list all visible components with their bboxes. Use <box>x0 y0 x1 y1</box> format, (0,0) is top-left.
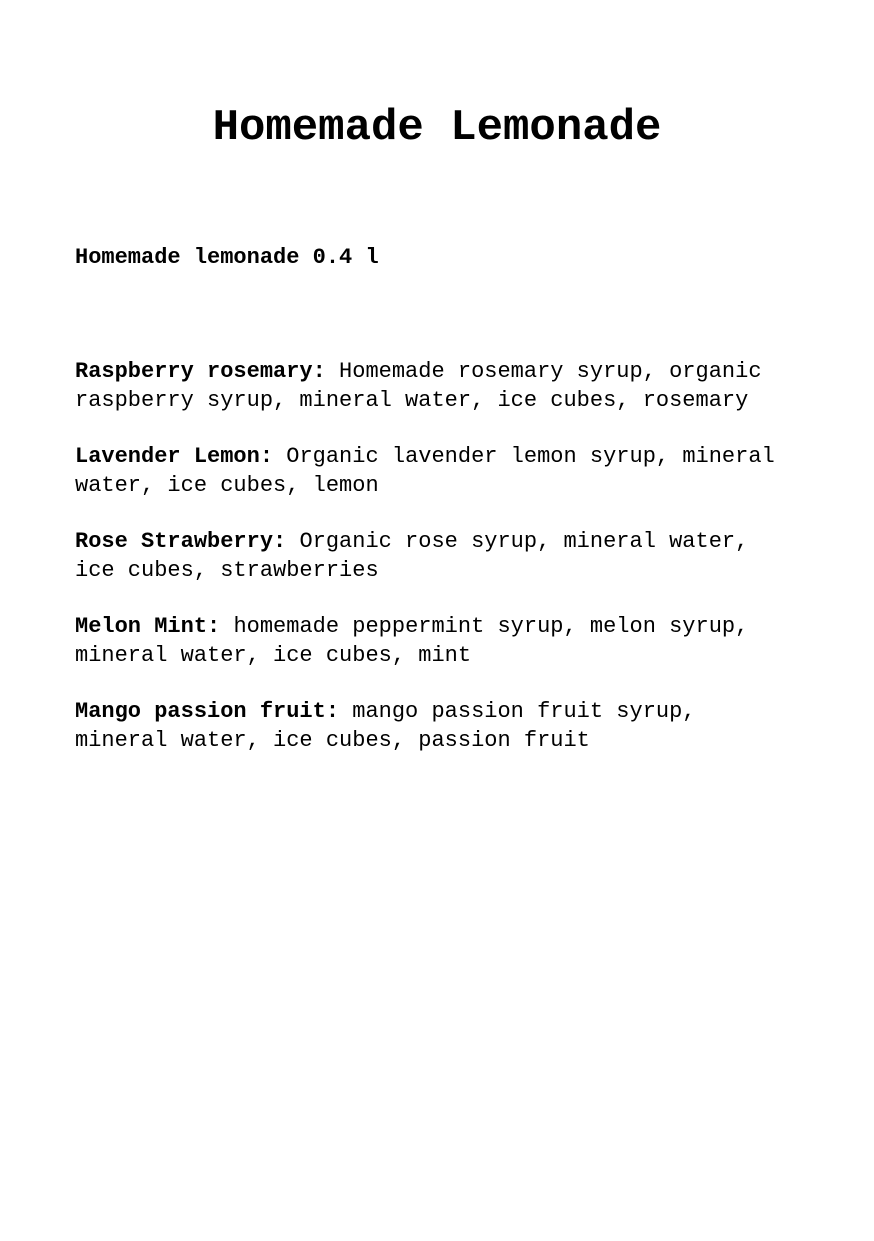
item-name: Raspberry rosemary: <box>75 359 326 384</box>
item-description: Organic lavender lemon syrup, mineral water, ice cubes, lemon <box>75 444 775 498</box>
item-name: Lavender Lemon: <box>75 444 274 469</box>
item-name: Melon Mint: <box>75 614 221 639</box>
item-name: Rose Strawberry: <box>75 529 287 554</box>
menu-item-rose-strawberry <box>75 528 795 585</box>
menu-item-raspberry-rosemary <box>75 358 795 415</box>
item-description: Organic rose syrup, mineral water, ice cubes, strawberries <box>75 529 749 583</box>
lemonade-list <box>75 358 795 783</box>
menu-subtitle: Homemade lemonade 0.4 l <box>75 245 379 270</box>
item-description: mango passion fruit syrup, mineral water, ice cubes, passion fruit <box>75 699 696 753</box>
menu-item-mango-passion-fruit <box>75 698 795 755</box>
item-name: Mango passion fruit: <box>75 699 340 724</box>
menu-item-lavender-lemon <box>75 443 795 500</box>
menu-item-melon-mint <box>75 613 795 670</box>
item-description: Homemade rosemary syrup, organic raspberry syrup, mineral water, ice cubes, rosemary <box>75 359 762 413</box>
item-description: homemade peppermint syrup, melon syrup, mineral water, ice cubes, mint <box>75 614 749 668</box>
page-title: Homemade Lemonade <box>212 103 662 153</box>
